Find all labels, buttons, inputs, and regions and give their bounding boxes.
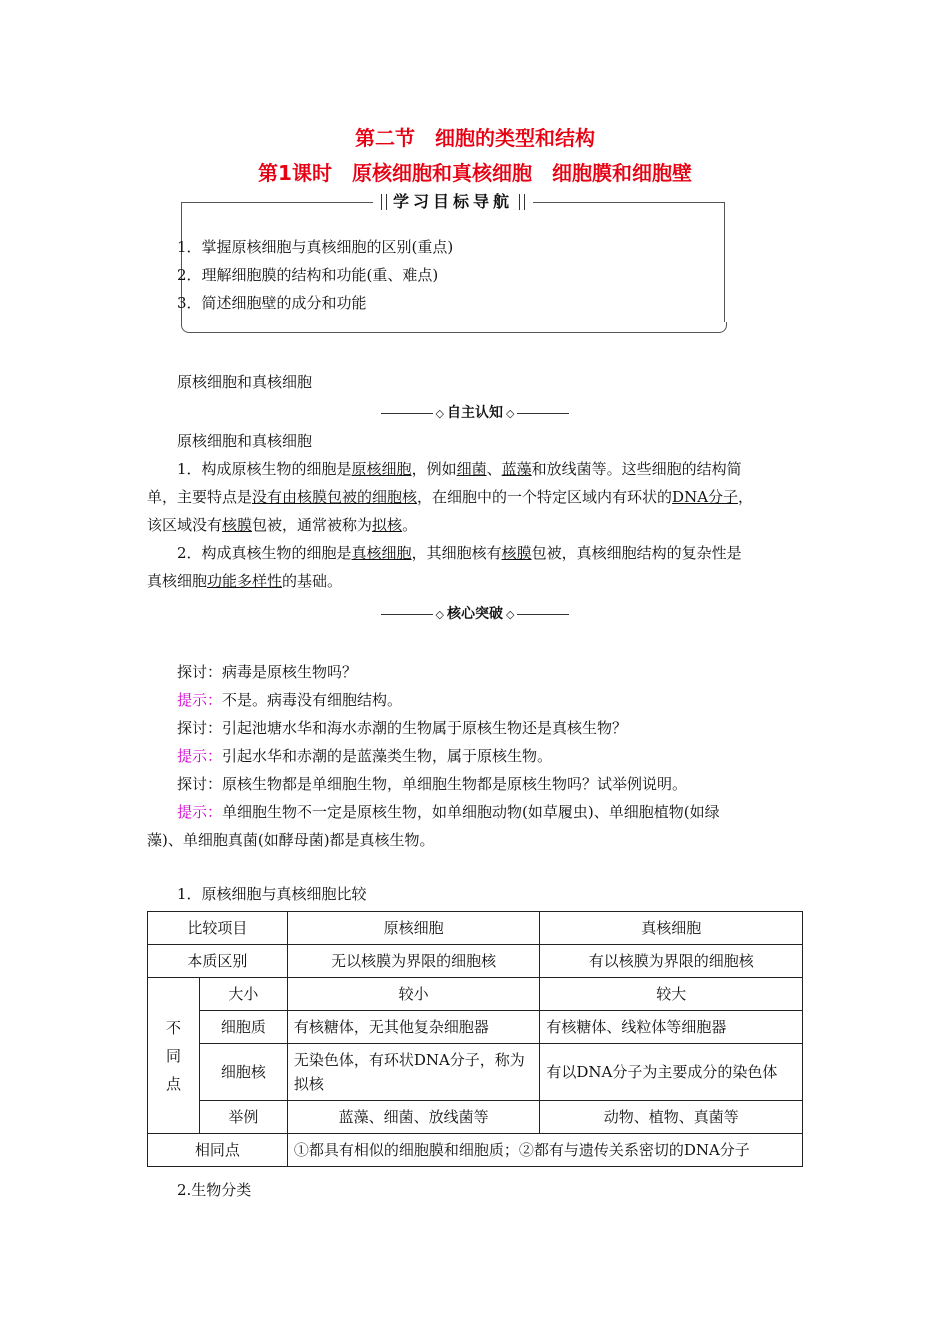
table-row: [148, 945, 803, 978]
goal-box-border-left: [181, 202, 373, 203]
table-cell: 有核糖体、线粒体等细胞器: [540, 1011, 803, 1044]
self-study-heading: ◇ 自主认知 ◇: [0, 402, 950, 422]
self-study-heading-text: 自主认知: [447, 405, 503, 421]
compare-title: 1．原核细胞与真核细胞比较: [177, 885, 367, 903]
table-cell: 有核糖体，无其他复杂细胞器: [287, 1011, 540, 1044]
table-row: [148, 1011, 803, 1044]
question-1: 探讨：病毒是原核生物吗？: [177, 663, 358, 681]
core-heading: ◇ 核心突破 ◇: [0, 603, 950, 623]
self-study-subtitle: 原核细胞和真核细胞: [177, 432, 313, 450]
table-header-cell: 比较项目: [148, 912, 288, 945]
paragraph-2-line-2: 真核细胞功能多样性的基础。: [147, 572, 343, 590]
lesson-title: 第1课时 原核细胞和真核细胞 细胞膜和细胞壁: [258, 161, 692, 185]
answer-1: 提示：不是。病毒没有细胞结构。: [177, 691, 403, 709]
paragraph-2-line-1: 2．构成真核生物的细胞是真核细胞，其细胞核有核膜包被，真核细胞结构的复杂性是: [177, 544, 742, 562]
next-section-heading: 2.生物分类: [177, 1181, 252, 1199]
answer-3-cont: 藻)、单细胞真菌(如酵母菌)都是真核生物。: [147, 831, 435, 849]
core-heading-text: 核心突破: [447, 606, 503, 622]
table-cell: 较小: [287, 978, 540, 1011]
table-cell: 有以核膜为界限的细胞核: [540, 945, 803, 978]
question-2: 探讨：引起池塘水华和海水赤潮的生物属于原核生物还是真核生物？: [177, 719, 628, 737]
paragraph-1-line-1: 1．构成原核生物的细胞是原核细胞，例如细菌、蓝藻和放线菌等。这些细胞的结构简: [177, 460, 742, 478]
table-header-cell: 原核细胞: [287, 912, 540, 945]
paragraph-1-line-2: 单，主要特点是没有由核膜包被的细胞核，在细胞中的一个特定区域内有环状的DNA分子，: [147, 488, 754, 506]
question-3: 探讨：原核生物都是单细胞生物，单细胞生物都是原核生物吗？试举例说明。: [177, 775, 688, 793]
table-cell: 举例: [199, 1101, 287, 1134]
goal-item: 2．理解细胞膜的结构和功能(重、难点): [177, 266, 439, 284]
goal-item: 3．简述细胞壁的成分和功能: [177, 294, 367, 312]
table-cell: 无染色体，有环状DNA分子，称为拟核: [287, 1044, 540, 1101]
answer-2: 提示：引起水华和赤潮的是蓝藻类生物，属于原核生物。: [177, 747, 553, 765]
goal-box: [181, 322, 727, 333]
topic-heading: 原核细胞和真核细胞: [177, 373, 313, 391]
table-header-cell: 真核细胞: [540, 912, 803, 945]
table-cell: ①都具有相似的细胞膜和细胞质；②都有与遗传关系密切的DNA分子: [287, 1134, 802, 1167]
table-cell: 动物、植物、真菌等: [540, 1101, 803, 1134]
table-row: [148, 912, 803, 945]
diff-label-cell: 不 同 点: [148, 978, 200, 1134]
table-cell: 大小: [199, 978, 287, 1011]
table-row: [148, 1044, 803, 1101]
goal-box-border-right: [533, 202, 725, 203]
table-cell: 蓝藻、细菌、放线菌等: [287, 1101, 540, 1134]
table-cell: 无以核膜为界限的细胞核: [287, 945, 540, 978]
table-cell: 较大: [540, 978, 803, 1011]
goal-item: 1．掌握原核细胞与真核细胞的区别(重点): [177, 238, 454, 256]
table-cell: 相同点: [148, 1134, 288, 1167]
paragraph-1-line-3: 该区域没有核膜包被，通常被称为拟核。: [147, 516, 418, 534]
table-row: [148, 1134, 803, 1167]
table-cell: 有以DNA分子为主要成分的染色体: [540, 1044, 803, 1101]
comparison-table: [147, 911, 803, 1167]
table-row: [148, 978, 803, 1011]
section-title: 第二节 细胞的类型和结构: [355, 126, 595, 150]
table-cell: 细胞质: [199, 1011, 287, 1044]
table-cell: 细胞核: [199, 1044, 287, 1101]
table-row: [148, 1101, 803, 1134]
table-cell: 本质区别: [148, 945, 288, 978]
goals-label: 学习目标导航: [383, 190, 523, 214]
goal-box-side-r: [724, 202, 725, 322]
answer-3: 提示：单细胞生物不一定是原核生物，如单细胞动物(如草履虫)、单细胞植物(如绿: [177, 803, 720, 821]
